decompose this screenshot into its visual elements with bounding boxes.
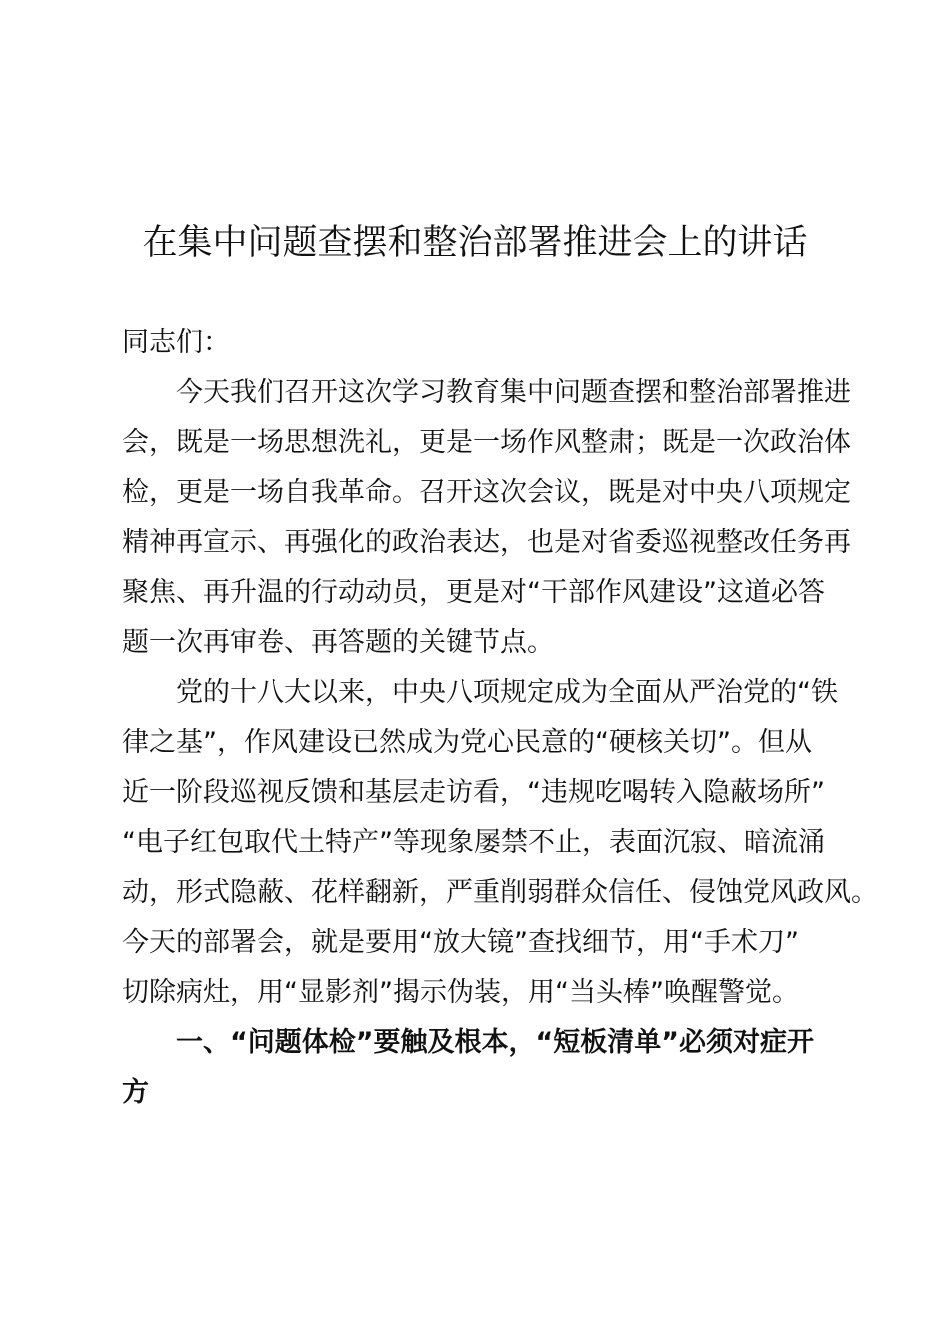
section-heading-line-1: 一、“问题体检”要触及根本，“短板清单”必须对症开: [176, 1027, 814, 1058]
paragraph-2-line-4: “电子红包取代土特产”等现象屡禁不止，表面沉寂、暗流涌: [122, 827, 825, 858]
paragraph-2-line-1: 党的十八大以来，中央八项规定成为全面从严治党的“铁: [176, 677, 838, 708]
paragraph-2-line-6: 今天的部署会，就是要用“放大镜”查找细节，用“手术刀”: [122, 927, 799, 958]
paragraph-1-line-2: 会，既是一场思想洗礼，更是一场作风整肃；既是一次政治体: [122, 427, 851, 458]
paragraph-1-line-4: 精神再宣示、再强化的政治表达，也是对省委巡视整改任务再: [122, 527, 851, 558]
section-heading-line-2: 方: [122, 1077, 149, 1108]
paragraph-2-line-3: 近一阶段巡视反馈和基层走访看，“违规吃喝转入隐蔽场所”: [122, 777, 825, 808]
paragraph-1-line-1: 今天我们召开这次学习教育集中问题查摆和整治部署推进: [176, 377, 851, 408]
document-title: 在集中问题查摆和整治部署推进会上的讲话: [142, 223, 808, 263]
paragraph-1-line-5: 聚焦、再升温的行动动员，更是对“干部作风建设”这道必答: [122, 577, 825, 608]
paragraph-2-line-5: 动，形式隐蔽、花样翻新，严重削弱群众信任、侵蚀党风政风。: [122, 877, 878, 908]
document-body: [122, 318, 878, 1118]
salutation: 同志们：: [122, 327, 230, 358]
paragraph-1-line-6: 题一次再审卷、再答题的关键节点。: [122, 627, 554, 658]
paragraph-2-line-7: 切除病灶，用“显影剂”揭示伪装，用“当头棒”唤醒警觉。: [122, 977, 799, 1008]
paragraph-2-line-2: 律之基”，作风建设已然成为党心民意的“硬核关切”。但从: [122, 727, 812, 758]
paragraph-1-line-3: 检，更是一场自我革命。召开这次会议，既是对中央八项规定: [122, 477, 851, 508]
